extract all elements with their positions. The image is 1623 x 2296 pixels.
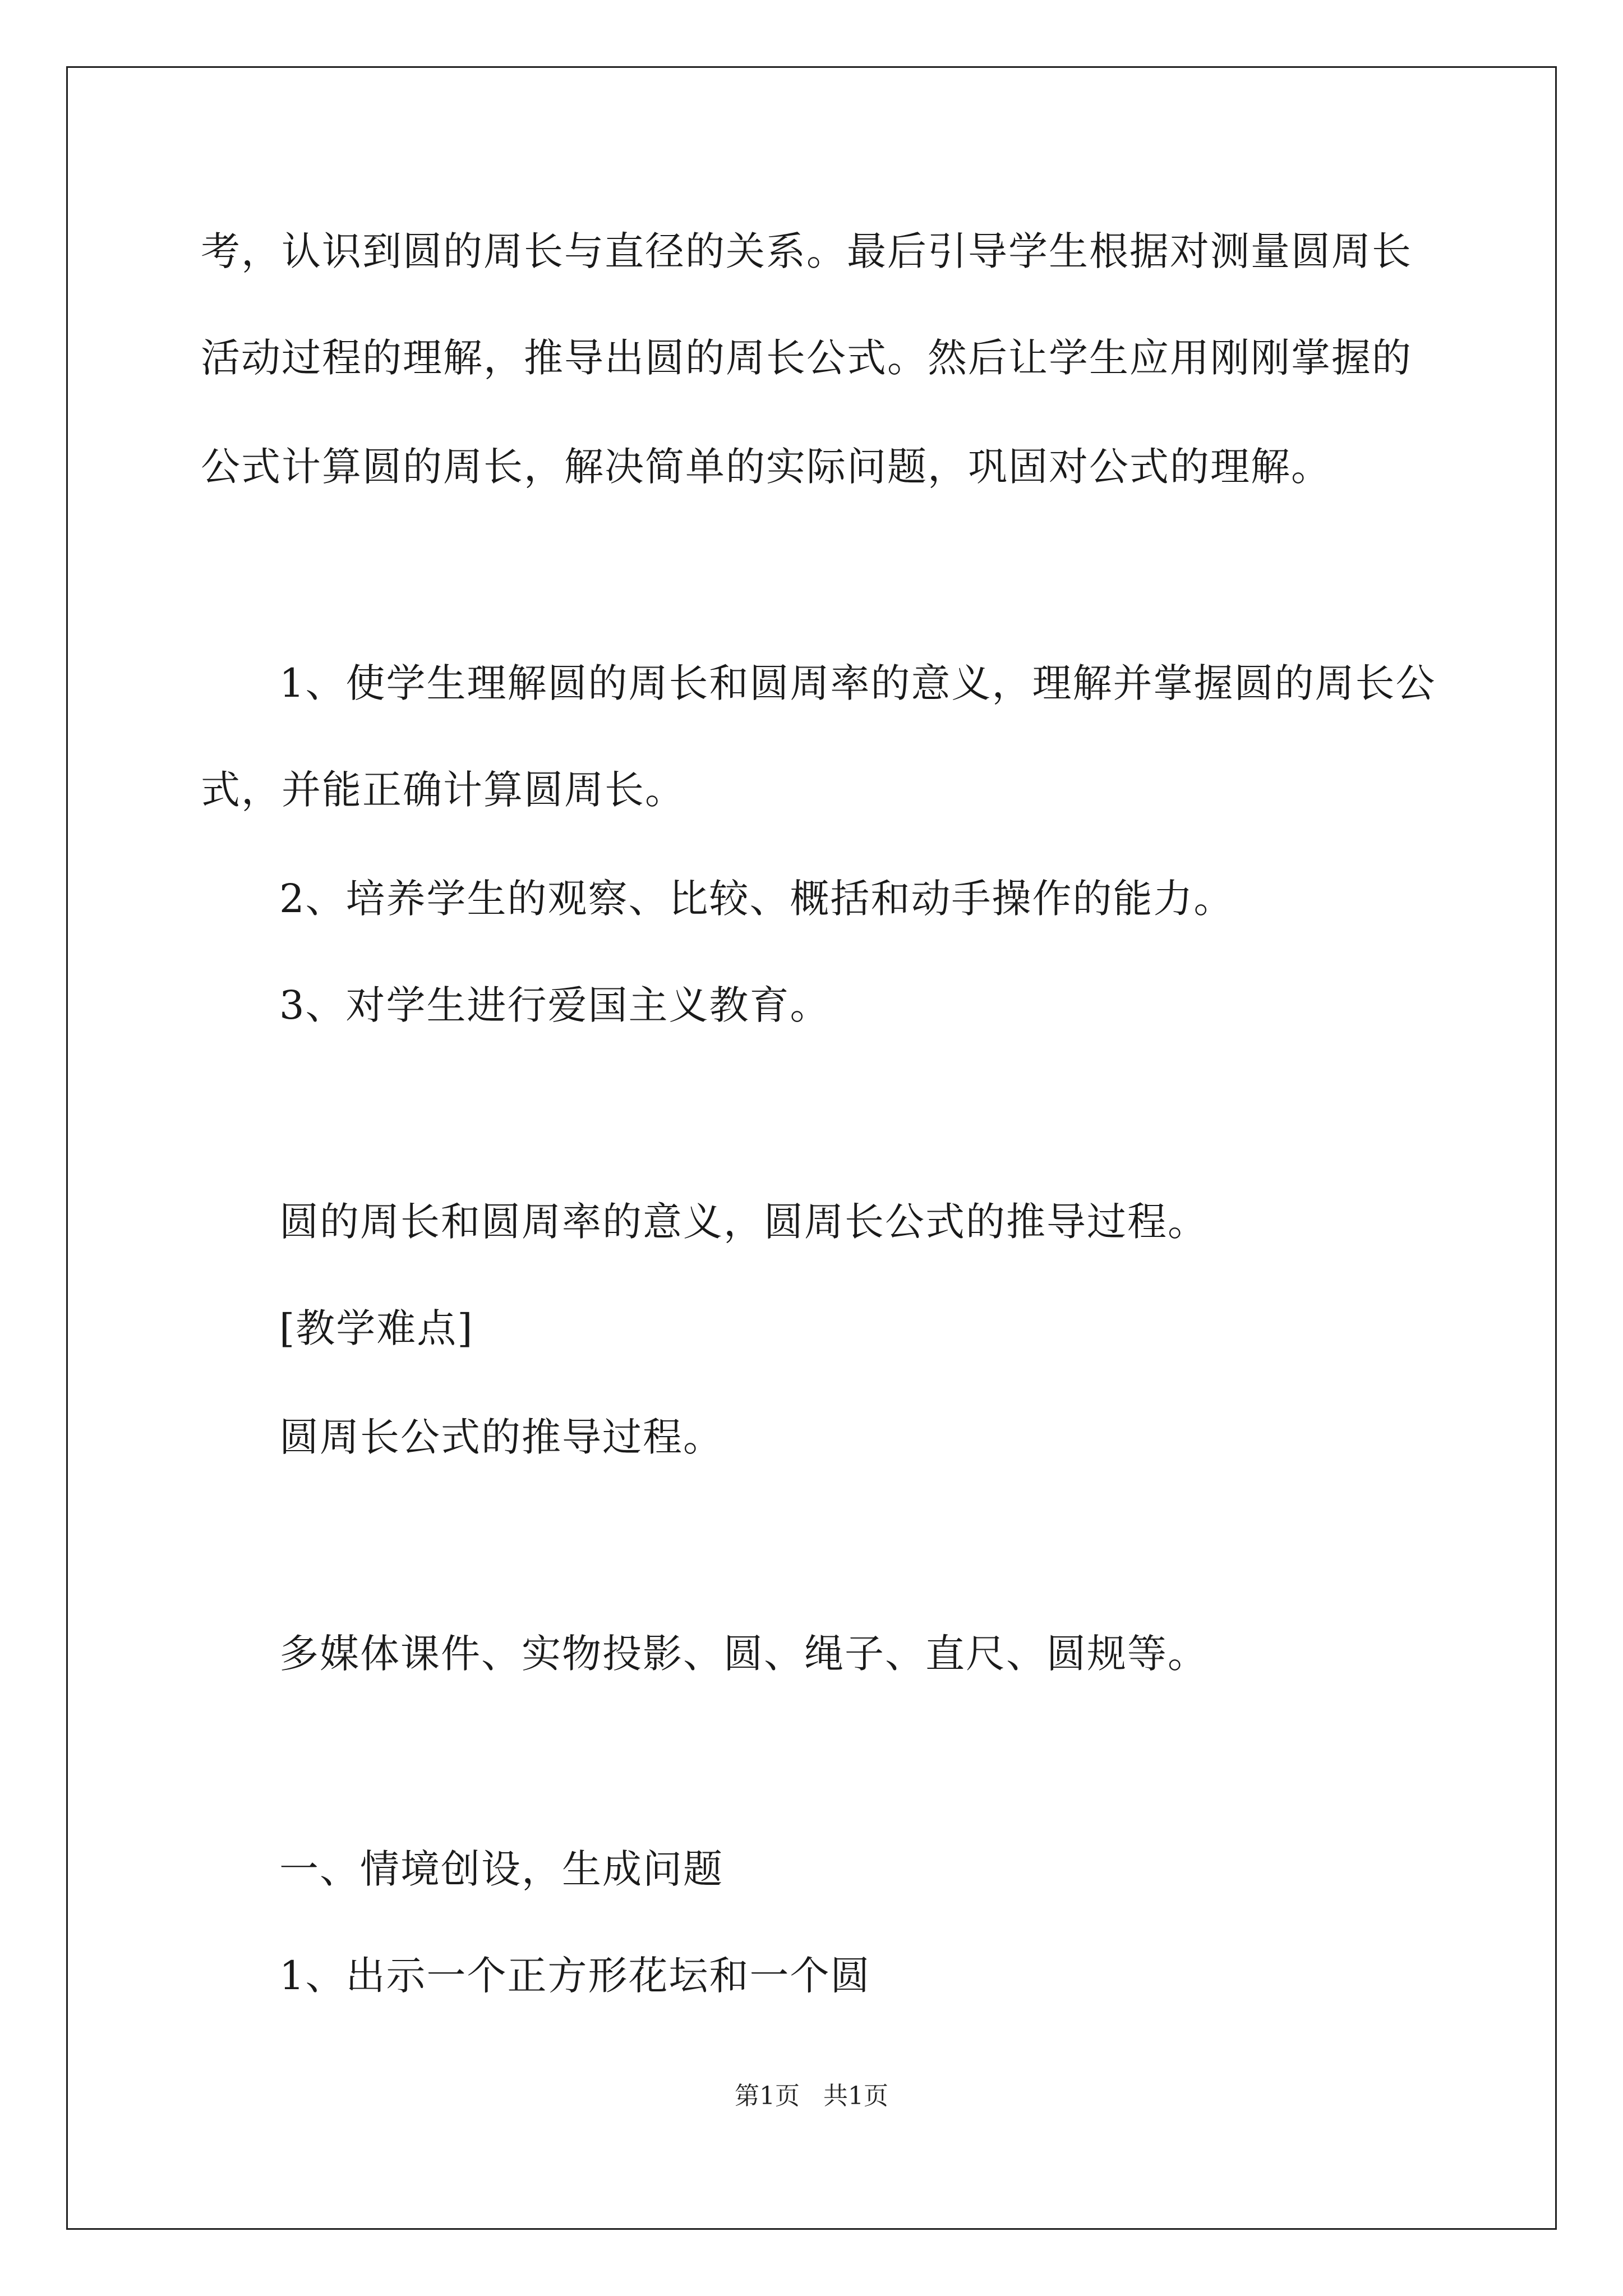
section-heading: 一、情境创设，生成问题 <box>279 1846 723 1892</box>
paragraph-line-1: 考，认识到圆的周长与直径的关系。最后引导学生根据对测量圆周长 <box>201 228 1412 274</box>
step-1: 1、出示一个正方形花坛和一个圆 <box>279 1953 871 1999</box>
paragraph-line-3: 公式计算圆的周长，解决简单的实际问题，巩固对公式的理解。 <box>201 444 1331 490</box>
difficulty-heading: [教学难点] <box>279 1305 474 1351</box>
objective-3: 3、对学生进行爱国主义教育。 <box>279 982 831 1028</box>
objective-2: 2、培养学生的观察、比较、概括和动手操作的能力。 <box>279 876 1234 922</box>
objective-1-line-2: 式，并能正确计算圆周长。 <box>201 767 685 813</box>
objective-1-line-1: 1、使学生理解圆的周长和圆周率的意义，理解并掌握圆的周长公 <box>279 660 1436 706</box>
teaching-aids: 多媒体课件、实物投影、圆、绳子、直尺、圆规等。 <box>279 1631 1208 1677</box>
page-footer: 第1页 共1页 <box>735 2082 888 2110</box>
difficulty-text: 圆周长公式的推导过程。 <box>279 1414 723 1460</box>
page-border <box>66 66 1557 2230</box>
key-points: 圆的周长和圆周率的意义，圆周长公式的推导过程。 <box>279 1199 1208 1245</box>
paragraph-line-2: 活动过程的理解，推导出圆的周长公式。然后让学生应用刚刚掌握的 <box>201 335 1412 381</box>
